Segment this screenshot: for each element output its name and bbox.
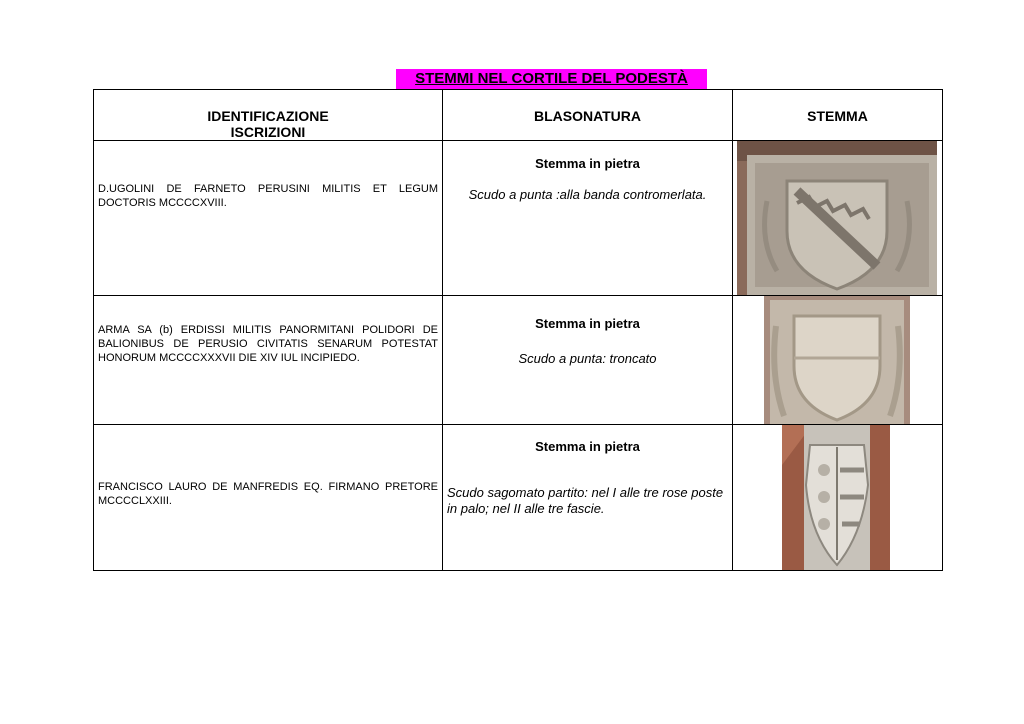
inscription-text: FRANCISCO LAURO DE MANFREDIS EQ. FIRMANO PRETORE MCCCCLXXIII. xyxy=(98,481,438,507)
blazon-cell xyxy=(443,141,733,296)
inscription-cell xyxy=(94,425,443,571)
material-label: Stemma in pietra xyxy=(535,156,640,171)
inscription-text: ARMA SA (b) ERDISSI MILITIS PANORMITANI POLIDORI DE BALIONIBUS DE PERUSIO CIVITATIS SENARUM POTESTAT HONORUM MCCCCXXXVII DIE XIV IUL INCIPIEDO. xyxy=(98,324,438,364)
blazon-cell xyxy=(443,296,733,425)
blazon-text: Scudo a punta: troncato xyxy=(518,351,657,366)
blazon-text: Scudo sagomato partito: nel I alle tre rose poste in palo; nel II alle tre fascie. xyxy=(447,485,724,516)
inscription-text: D.UGOLINI DE FARNETO PERUSINI MILITIS ET LEGUM DOCTORIS MCCCCXVIII. xyxy=(98,183,438,209)
inscription-cell xyxy=(94,296,443,425)
table-row xyxy=(94,141,943,296)
table-row xyxy=(94,296,943,425)
page-title: STEMMI NEL CORTILE DEL PODESTÀ xyxy=(396,69,707,89)
coats-of-arms-table xyxy=(93,89,943,571)
blazon-cell xyxy=(443,425,733,571)
coat-of-arms-photo xyxy=(782,425,890,570)
stemma-cell xyxy=(733,141,943,296)
table-row xyxy=(94,425,943,571)
inscription-cell xyxy=(94,141,443,296)
header-stemma-label: STEMMA xyxy=(807,108,868,124)
header-identificazione xyxy=(94,90,443,141)
header-identificazione-line1: IDENTIFICAZIONE xyxy=(207,108,329,124)
coat-of-arms-photo xyxy=(764,296,910,424)
table-header-row xyxy=(94,90,943,141)
material-label: Stemma in pietra xyxy=(535,316,640,331)
blazon-text: Scudo a punta :alla banda contromerlata. xyxy=(468,187,707,202)
header-blasonatura-label: BLASONATURA xyxy=(533,108,642,124)
header-blasonatura xyxy=(443,90,733,141)
coat-of-arms-photo xyxy=(737,141,937,295)
stemma-cell xyxy=(733,425,943,571)
material-label: Stemma in pietra xyxy=(535,439,640,454)
header-identificazione-line2: ISCRIZIONI xyxy=(230,124,306,140)
header-stemma xyxy=(733,90,943,141)
stemma-cell xyxy=(733,296,943,425)
